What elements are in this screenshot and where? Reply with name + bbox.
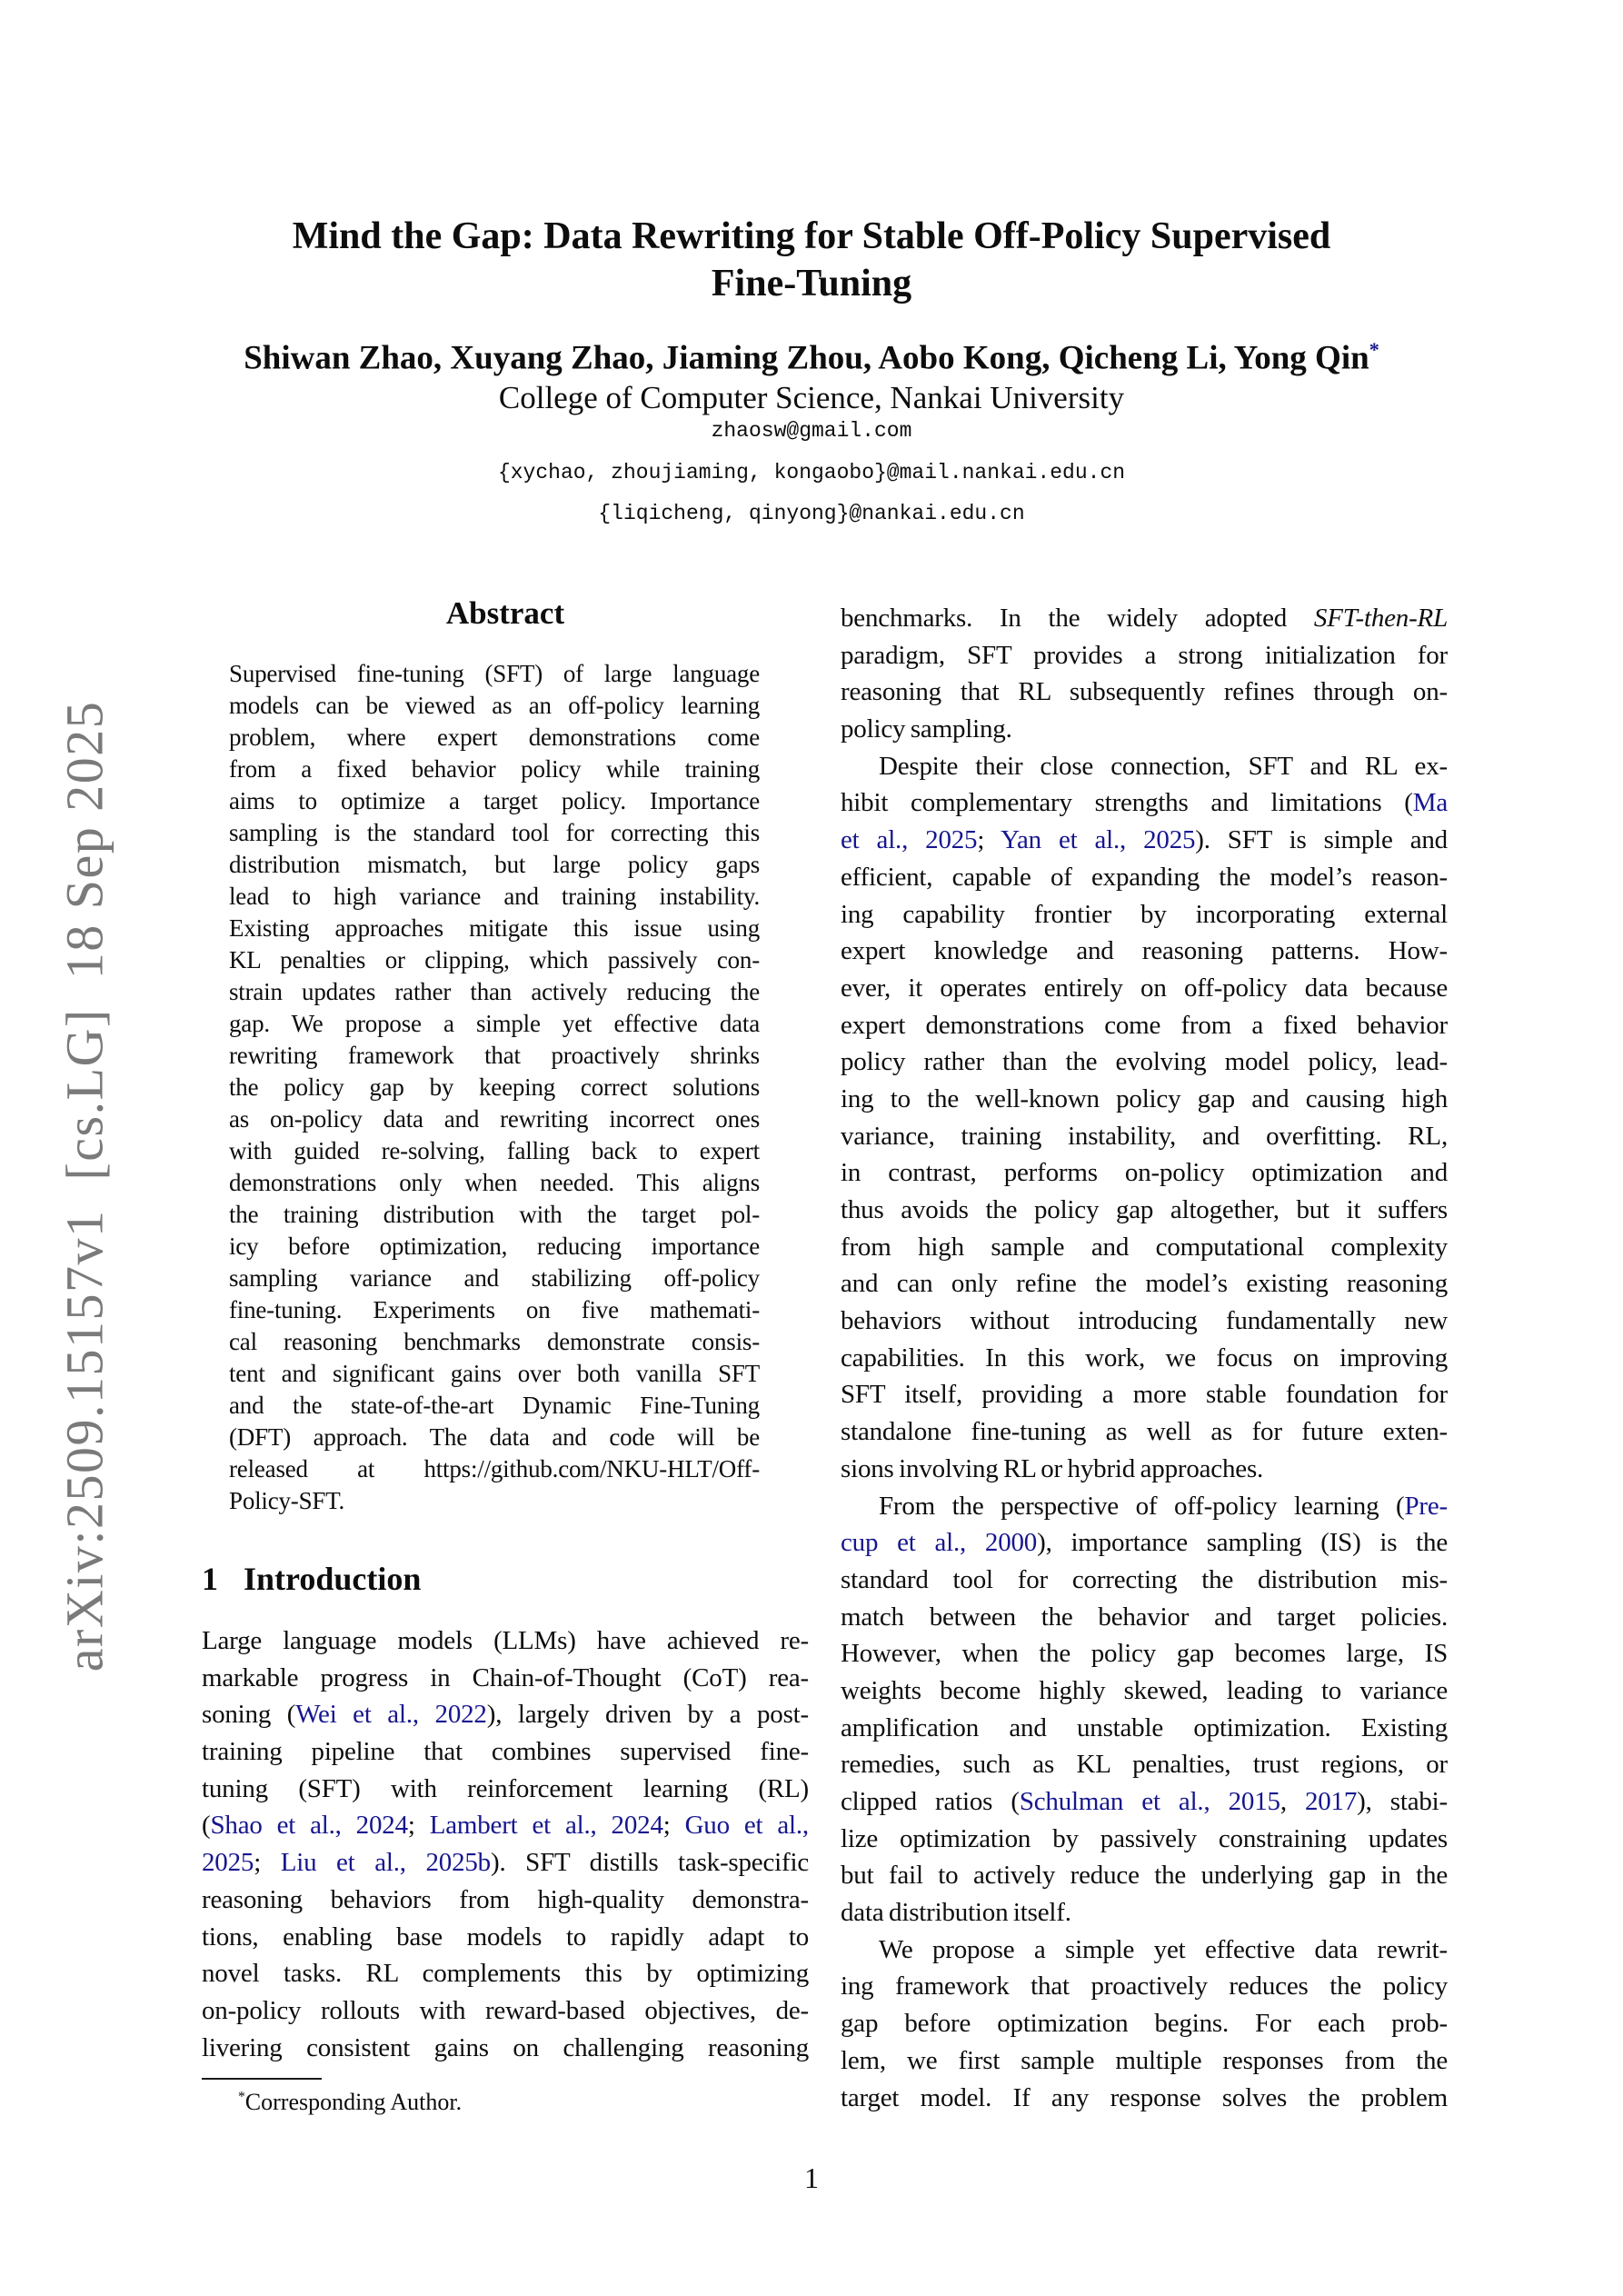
text-segment: data distribution itself. (841, 1898, 1071, 1928)
text-line (229, 1453, 760, 1485)
text-segment: ing framework that proactively reduces the policy (841, 1972, 1448, 2002)
text-segment: training pipeline that combines supervised fine- (202, 1737, 809, 1767)
text-segment: hibit complementary strengths and limitations ( (841, 788, 1413, 818)
text-segment: but fail to actively reduce the underlying gap in the (841, 1861, 1448, 1891)
text-segment: amplification and unstable optimization. Existing (841, 1712, 1448, 1742)
text-segment: ever, it operates entirely on off-policy data because (841, 973, 1448, 1003)
text-segment: (DFT) approach. The data and code will be (229, 1423, 760, 1451)
text-line (841, 896, 1448, 933)
text-line (841, 711, 1448, 748)
footnote-text: Corresponding Author. (244, 2089, 463, 2115)
text-segment: lem, we first sample multiple responses from the (841, 2045, 1448, 2075)
text-line (841, 1599, 1448, 1636)
paper-title-line2: Fine-Tuning (711, 263, 912, 304)
text-line (841, 1118, 1448, 1155)
text-line (229, 1231, 760, 1263)
text-segment: ). SFT is simple and (1195, 825, 1448, 855)
text-line (841, 1968, 1448, 2005)
text-segment: the training distribution with the target pol- (229, 1201, 760, 1228)
text-line (841, 1821, 1448, 1858)
citation-link[interactable]: Guo et al., (684, 1811, 809, 1841)
text-line (841, 859, 1448, 896)
text-segment: benchmarks. In the widely adopted (841, 604, 1314, 633)
text-line (841, 1229, 1448, 1266)
text-line (202, 1955, 809, 1992)
text-line (229, 976, 760, 1008)
text-line (841, 1746, 1448, 1783)
text-segment: as on-policy data and rewriting incorrect ones (229, 1105, 760, 1133)
text-segment: reasoning that RL subsequently refines through on- (841, 677, 1448, 707)
text-segment: and the state-of-the-art Dynamic Fine-Tuning (229, 1392, 760, 1419)
text-line (841, 1857, 1448, 1894)
text-line (841, 1265, 1448, 1303)
footnote-mark: * (238, 2089, 245, 2105)
text-line (841, 2080, 1448, 2117)
text-segment: gap. We propose a simple yet effective data (229, 1010, 760, 1037)
text-line (202, 1882, 809, 1919)
text-line (202, 1807, 809, 1844)
text-line (229, 1485, 760, 1517)
text-line (841, 1192, 1448, 1229)
text-line (841, 674, 1448, 711)
text-line (841, 1340, 1448, 1377)
text-line (841, 1154, 1448, 1192)
text-segment: variance, training instability, and overfitting. RL, (841, 1121, 1448, 1151)
text-segment: clipped ratios ( (841, 1787, 1020, 1816)
email-block (198, 411, 1425, 535)
text-line (229, 1263, 760, 1294)
text-segment: , (1279, 1787, 1305, 1816)
text-line (841, 1303, 1448, 1340)
text-segment: weights become highly skewed, leading to variance (841, 1675, 1448, 1705)
text-line (841, 1524, 1448, 1562)
text-segment: tions, enabling base models to rapidly adapt to (202, 1922, 809, 1952)
text-segment: the policy gap by keeping correct solutions (229, 1073, 760, 1101)
text-segment: icy before optimization, reducing importance (229, 1233, 760, 1260)
authors-line (198, 338, 1425, 377)
text-line (841, 1413, 1448, 1451)
text-segment: tuning (SFT) with reinforcement learning (RL) (202, 1773, 809, 1803)
text-segment: markable progress in Chain-of-Thought (CoT) rea- (202, 1662, 809, 1692)
text-line (841, 1081, 1448, 1118)
text-segment: in contrast, performs on-policy optimization and (841, 1158, 1448, 1188)
text-line (841, 637, 1448, 674)
text-segment: expert knowledge and reasoning patterns. How- (841, 936, 1448, 966)
text-line (202, 1733, 809, 1771)
text-segment: capabilities. In this work, we focus on improving (841, 1343, 1448, 1373)
text-segment: on-policy rollouts with reward-based objectives, de- (202, 1995, 809, 2025)
text-line (229, 881, 760, 913)
text-segment: reasoning behaviors from high-quality demonstra- (202, 1884, 809, 1914)
citation-link[interactable]: Liu et al., 2025b (280, 1848, 491, 1878)
affiliation: College of Computer Science, Nankai University (498, 380, 1125, 415)
text-segment: strain updates rather than actively reducing the (229, 978, 760, 1005)
text-segment: ; (662, 1811, 685, 1841)
text-segment: Large language models (LLMs) have achieved re- (202, 1626, 809, 1655)
text-line (202, 1844, 809, 1882)
text-line (841, 1635, 1448, 1672)
text-segment: soning ( (202, 1700, 296, 1730)
text-segment: rewriting framework that proactively shrinks (229, 1042, 760, 1069)
email-primary: zhaosw@gmail.com (711, 419, 912, 443)
text-segment: fine-tuning. Experiments on five mathemati- (229, 1296, 760, 1323)
abstract-body (229, 658, 760, 1517)
text-line (841, 1376, 1448, 1413)
text-segment: ), largely driven by a post- (486, 1700, 809, 1730)
text-segment: from a fixed behavior policy while training (229, 755, 760, 783)
text-line (841, 2005, 1448, 2042)
text-segment: ; (254, 1848, 281, 1878)
text-line (841, 1043, 1448, 1081)
text-segment: cal reasoning benchmarks demonstrate consis- (229, 1328, 760, 1355)
text-line (229, 658, 760, 690)
text-segment: aims to optimize a target policy. Importance (229, 787, 760, 814)
text-segment: Despite their close connection, SFT and RL ex- (879, 751, 1448, 781)
text-line (229, 1390, 760, 1422)
text-segment: ing capability frontier by incorporating external (841, 899, 1448, 929)
text-segment: sampling variance and stabilizing off-policy (229, 1264, 760, 1292)
text-segment: ), importance sampling (IS) is the (1037, 1528, 1448, 1558)
text-line (229, 785, 760, 817)
text-line (841, 1672, 1448, 1710)
text-line (229, 944, 760, 976)
text-line (229, 1103, 760, 1135)
text-line (229, 1294, 760, 1326)
text-segment: tent and significant gains over both vanilla SFT (229, 1360, 760, 1387)
section-title: Introduction (244, 1561, 422, 1597)
citation-link[interactable]: Yan et al., 2025 (1001, 825, 1196, 855)
text-segment: sions involving RL or hybrid approaches. (841, 1453, 1264, 1483)
text-line (229, 1167, 760, 1199)
text-segment: demonstrations only when needed. This aligns (229, 1169, 760, 1196)
text-line (841, 1562, 1448, 1599)
text-segment: standalone fine-tuning as well as for future exten- (841, 1417, 1448, 1447)
text-segment: match between the behavior and target policies. (841, 1602, 1448, 1632)
text-line (841, 1488, 1448, 1525)
paper-title (198, 213, 1425, 307)
text-line (202, 1919, 809, 1956)
text-segment: From the perspective of off-policy learning ( (879, 1491, 1405, 1521)
text-segment: lead to high variance and training instability. (229, 883, 760, 910)
text-line (229, 690, 760, 722)
text-segment: with guided re-solving, falling back to expert (229, 1137, 760, 1164)
text-segment: Supervised fine-tuning (SFT) of large language (229, 660, 760, 687)
right-column-body (841, 600, 1448, 2116)
arxiv-watermark: arXiv:2509.15157v1 [cs.LG] 18 Sep 2025 (55, 700, 115, 1672)
text-line (229, 722, 760, 754)
text-line (841, 748, 1448, 785)
text-line (202, 2030, 809, 2067)
text-segment: problem, where expert demonstrations come (229, 724, 760, 751)
text-segment: sampling is the standard tool for correcting this (229, 819, 760, 846)
text-segment: paradigm, SFT provides a strong initialization for (841, 640, 1448, 670)
text-line (841, 1007, 1448, 1044)
text-line (841, 1932, 1448, 1969)
text-line (841, 1783, 1448, 1821)
corresponding-author-mark[interactable]: * (1369, 338, 1379, 361)
text-segment: models can be viewed as an off-policy learning (229, 692, 760, 719)
text-line (202, 1771, 809, 1808)
email-group-1: {xychao, zhoujiaming, kongaobo}@mail.nankai.edu.cn (497, 460, 1126, 484)
text-line (229, 913, 760, 944)
text-line (202, 1992, 809, 2030)
text-segment: policy sampling. (841, 714, 1012, 744)
text-line (229, 1358, 760, 1390)
text-line (841, 600, 1448, 637)
text-segment: efficient, capable of expanding the model’s reason- (841, 862, 1448, 892)
citation-link[interactable]: Shao et al., 2024 (210, 1811, 408, 1841)
citation-link[interactable]: Pre- (1404, 1491, 1448, 1521)
text-segment: SFT itself, providing a more stable foundation for (841, 1380, 1448, 1410)
citation-link[interactable]: Wei et al., 2022 (295, 1700, 487, 1730)
text-line (229, 1199, 760, 1231)
text-segment: remedies, such as KL penalties, trust regions, or (841, 1750, 1448, 1780)
text-segment: ). SFT distills task-specific (491, 1848, 809, 1878)
text-line (229, 1422, 760, 1453)
text-segment: target model. If any response solves the problem (841, 2082, 1448, 2112)
text-segment: SFT-then-RL (1313, 604, 1448, 633)
text-segment: gap before optimization begins. For each prob- (841, 2009, 1448, 2039)
text-segment: standard tool for correcting the distribution mis- (841, 1564, 1448, 1594)
citation-link[interactable]: Ma (1412, 788, 1448, 818)
text-line (229, 1072, 760, 1103)
text-segment: livering consistent gains on challenging reasoning (202, 2032, 809, 2062)
citation-link[interactable]: 2017 (1304, 1787, 1358, 1816)
introduction-body (202, 1622, 809, 2066)
text-line (202, 1660, 809, 1697)
text-line (229, 1326, 760, 1358)
text-segment: distribution mismatch, but large policy gaps (229, 851, 760, 878)
page-number: 1 (804, 2161, 819, 2194)
text-segment: Existing approaches mitigate this issue using (229, 914, 760, 942)
footnote-rule (202, 2078, 322, 2080)
paper-title-line1: Mind the Gap: Data Rewriting for Stable Off-Policy Supervised (292, 215, 1331, 257)
text-segment: ; (977, 825, 1001, 855)
text-segment: and can only refine the model’s existing reasoning (841, 1269, 1448, 1299)
text-line (229, 1008, 760, 1040)
text-segment: behaviors without introducing fundamentally new (841, 1306, 1448, 1336)
section-1-heading (202, 1560, 809, 1598)
text-line (229, 817, 760, 849)
abstract-heading: Abstract (445, 595, 565, 631)
citation-link[interactable]: cup et al., 2000 (841, 1528, 1038, 1558)
text-segment: However, when the policy gap becomes large, IS (841, 1639, 1448, 1669)
footnote (202, 2089, 809, 2116)
text-line (841, 1451, 1448, 1488)
text-line (841, 1894, 1448, 1932)
author-names: Shiwan Zhao, Xuyang Zhao, Jiaming Zhou, Aobo Kong, Qicheng Li, Yong Qin (244, 339, 1369, 377)
text-segment: released at https://github.com/NKU-HLT/Off- (229, 1455, 760, 1482)
text-segment: from high sample and computational complexity (841, 1232, 1448, 1262)
text-line (202, 1696, 809, 1733)
text-line (841, 933, 1448, 970)
text-segment: ing to the well-known policy gap and causing high (841, 1083, 1448, 1113)
text-line (841, 784, 1448, 822)
text-segment: thus avoids the policy gap altogether, but it suffers (841, 1195, 1448, 1224)
citation-link[interactable]: Lambert et al., 2024 (429, 1811, 663, 1841)
text-line (841, 970, 1448, 1007)
citation-link[interactable]: et al., 2025 (841, 825, 978, 855)
text-segment: ; (407, 1811, 430, 1841)
citation-link[interactable]: 2025 (202, 1848, 254, 1878)
text-line (841, 1710, 1448, 1747)
text-segment: KL penalties or clipping, which passively con- (229, 946, 760, 973)
text-segment: policy rather than the evolving model policy, lead- (841, 1047, 1448, 1077)
text-segment: expert demonstrations come from a fixed behavior (841, 1010, 1448, 1040)
text-line (229, 849, 760, 881)
text-segment: novel tasks. RL complements this by optimizing (202, 1959, 809, 1989)
text-line (229, 1135, 760, 1167)
text-segment: lize optimization by passively constraining updates (841, 1823, 1448, 1853)
text-line (229, 754, 760, 785)
email-group-2: {liqicheng, qinyong}@nankai.edu.cn (598, 502, 1025, 525)
text-line (841, 822, 1448, 859)
citation-link[interactable]: Schulman et al., 2015 (1019, 1787, 1280, 1816)
text-line (202, 1622, 809, 1660)
text-segment: ), stabi- (1357, 1787, 1448, 1816)
section-number: 1 (202, 1561, 218, 1597)
text-segment: Policy-SFT. (229, 1487, 345, 1514)
text-segment: We propose a simple yet effective data rewrit- (879, 1934, 1448, 1964)
text-segment: ( (202, 1811, 211, 1841)
text-line (229, 1040, 760, 1072)
text-line (841, 2042, 1448, 2080)
